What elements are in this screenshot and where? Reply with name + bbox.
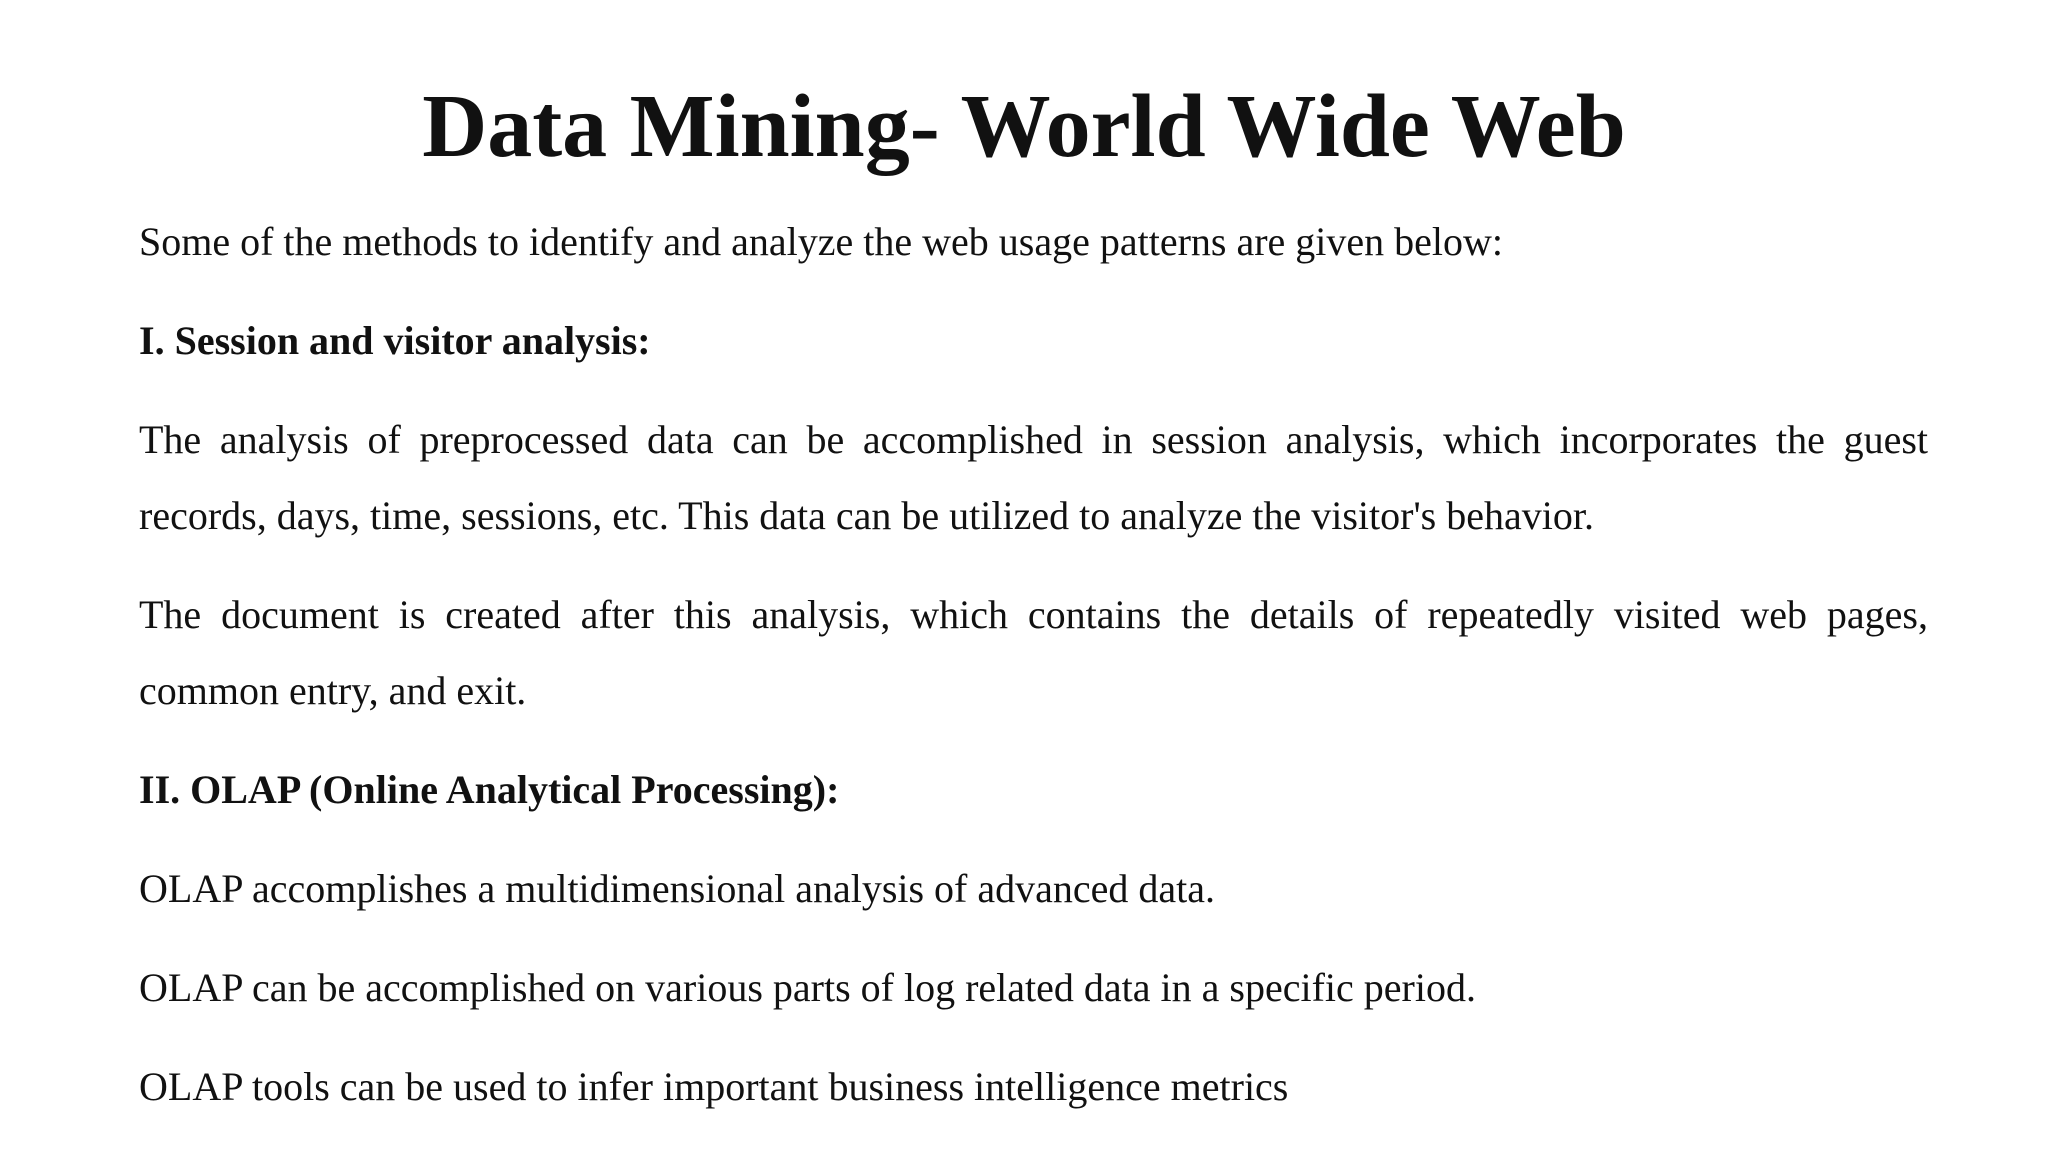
olap-paragraph-3: OLAP tools can be used to infer important business intelligence metrics — [139, 1064, 1289, 1109]
intro-paragraph: Some of the methods to identify and analyze the web usage patterns are given below: — [139, 219, 1504, 264]
section-heading-olap: II. OLAP (Online Analytical Processing): — [139, 767, 840, 812]
olap-paragraph-1: OLAP accomplishes a multidimensional analysis of advanced data. — [139, 866, 1216, 911]
session-analysis-paragraph-2: The document is created after this analysis, which contains the details of repeatedly visited web pages, common entry, and exit. — [139, 592, 1928, 713]
slide-body — [139, 204, 1928, 1148]
olap-paragraph-2: OLAP can be accomplished on various parts of log related data in a specific period. — [139, 965, 1476, 1010]
session-analysis-paragraph-1: The analysis of preprocessed data can be accomplished in session analysis, which incorporates the guest records, days, time, sessions, etc. This data can be utilized to analyze the visitor's behavior. — [139, 417, 1928, 538]
section-heading-session-analysis: I. Session and visitor analysis: — [139, 318, 651, 363]
page-title: Data Mining- World Wide Web — [422, 77, 1626, 176]
